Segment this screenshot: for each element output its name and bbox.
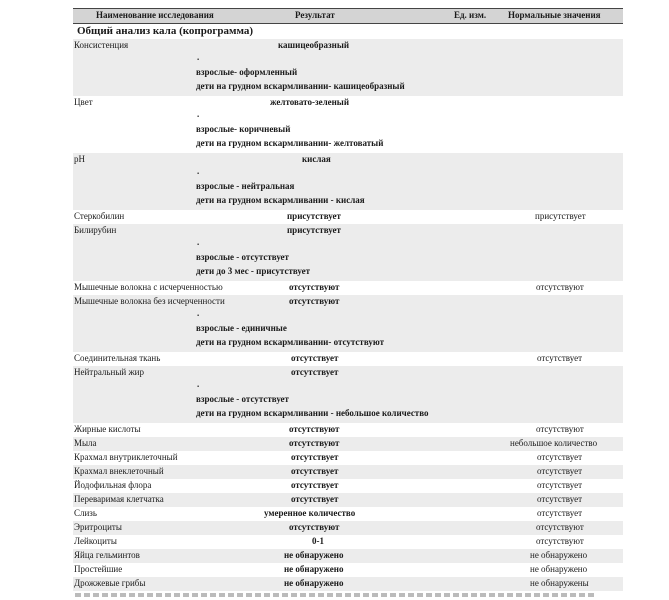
row-norm: отсутствуют <box>536 424 584 434</box>
row-note: взрослые - отсутствует <box>196 252 289 262</box>
table-header <box>73 8 623 24</box>
row-dot: . <box>197 109 200 119</box>
row-name: Цвет <box>74 97 93 107</box>
row-norm: не обнаружено <box>530 564 588 574</box>
row-result: отсутствует <box>291 367 339 377</box>
cut-off-footer <box>75 593 595 597</box>
row-name: pH <box>74 154 85 164</box>
row-note: взрослые - единичные <box>196 323 287 333</box>
row-note: дети на грудном вскармливании - кислая <box>196 195 365 205</box>
row-name: Нейтральный жир <box>74 367 144 377</box>
row-result: отсутствуют <box>289 438 340 448</box>
table-row <box>73 521 623 535</box>
row-note: взрослые - отсутствует <box>196 394 289 404</box>
row-name: Простейшие <box>74 564 123 574</box>
row-note: дети на грудном вскармливании - небольшое количество <box>196 408 429 418</box>
row-result: отсутствует <box>291 494 339 504</box>
row-result: отсутствуют <box>289 282 340 292</box>
row-name: Жирные кислоты <box>74 424 141 434</box>
row-note: взрослые- оформленный <box>196 67 298 77</box>
header-result: Результат <box>295 10 335 20</box>
row-note: дети на грудном вскармливании- кашицеобразный <box>196 81 405 91</box>
row-dot: . <box>197 166 200 176</box>
row-dot: . <box>197 237 200 247</box>
row-result: отсутствует <box>291 466 339 476</box>
row-dot: . <box>197 52 200 62</box>
header-norm: Нормальные значения <box>508 10 601 20</box>
table-row <box>73 423 623 437</box>
row-norm: отсутствуют <box>536 522 584 532</box>
table-row <box>73 352 623 366</box>
row-norm: небольшое количество <box>510 438 598 448</box>
row-name: Эритроциты <box>74 522 122 532</box>
row-result: отсутствуют <box>289 424 340 434</box>
table-row <box>73 465 623 479</box>
table-row <box>73 39 623 96</box>
row-result: отсутствуют <box>289 522 340 532</box>
table-row <box>73 281 623 295</box>
table-row <box>73 96 623 153</box>
table-row <box>73 563 623 577</box>
row-result: умеренное количество <box>264 508 356 518</box>
table-row <box>73 153 623 210</box>
row-result: кашицеобразный <box>278 40 350 50</box>
row-norm: отсутствует <box>537 466 583 476</box>
row-result: не обнаружено <box>284 564 344 574</box>
table-row <box>73 210 623 224</box>
row-result: отсутствует <box>291 480 339 490</box>
row-dot: . <box>197 308 200 318</box>
table-row <box>73 577 623 591</box>
row-result: желтовато-зеленый <box>270 97 350 107</box>
row-norm: отсутствует <box>537 480 583 490</box>
row-norm: отсутствует <box>537 353 583 363</box>
row-result: присутствует <box>287 211 341 221</box>
row-dot: . <box>197 379 200 389</box>
row-name: Дрожжевые грибы <box>74 578 146 588</box>
row-name: Йодофильная флора <box>74 480 152 490</box>
row-result: отсутствует <box>291 452 339 462</box>
row-name: Соединительная ткань <box>74 353 161 363</box>
row-name: Крахмал внеклеточный <box>74 466 164 476</box>
row-name: Мышечные волокна без исчерченности <box>74 296 225 306</box>
row-norm: отсутствует <box>537 508 583 518</box>
row-note: дети до 3 мес - присутствует <box>196 266 311 276</box>
row-result: присутствует <box>287 225 341 235</box>
header-unit: Ед. изм. <box>454 10 487 20</box>
table-row <box>73 535 623 549</box>
row-result: не обнаружено <box>284 550 344 560</box>
table-row <box>73 366 623 423</box>
header-name: Наименование исследования <box>96 10 214 20</box>
row-name: Крахмал внутриклеточный <box>74 452 178 462</box>
row-name: Билирубин <box>74 225 117 235</box>
row-norm: отсутствует <box>537 452 583 462</box>
row-name: Стеркобилин <box>74 211 125 221</box>
table-row <box>73 451 623 465</box>
table-row <box>73 479 623 493</box>
row-result: отсутствуют <box>289 296 340 306</box>
table-row <box>73 295 623 352</box>
row-norm: не обнаружено <box>530 550 588 560</box>
row-norm: присутствует <box>535 211 586 221</box>
row-norm: отсутствуют <box>536 536 584 546</box>
row-name: Мышечные волокна с исчерченностью <box>74 282 223 292</box>
table-row <box>73 437 623 451</box>
row-result: кислая <box>302 154 331 164</box>
table-row <box>73 493 623 507</box>
table-row <box>73 224 623 281</box>
row-name: Лейкоциты <box>74 536 117 546</box>
table-row <box>73 549 623 563</box>
section-title: Общий анализ кала (копрограмма) <box>73 24 623 39</box>
table-row <box>73 507 623 521</box>
row-name: Мыла <box>74 438 97 448</box>
row-result: 0-1 <box>312 536 324 546</box>
row-name: Переваримая клетчатка <box>74 494 164 504</box>
row-note: взрослые - нейтральная <box>196 181 295 191</box>
row-note: взрослые- коричневый <box>196 124 291 134</box>
row-note: дети на грудном вскармливании- желтоватый <box>196 138 384 148</box>
row-name: Слизь <box>74 508 97 518</box>
row-norm: отсутствует <box>537 494 583 504</box>
row-note: дети на грудном вскармливании- отсутствуют <box>196 337 385 347</box>
row-result: не обнаружено <box>284 578 344 588</box>
row-norm: отсутствуют <box>536 282 584 292</box>
row-name: Яйца гельминтов <box>74 550 140 560</box>
row-norm: не обнаружены <box>530 578 589 588</box>
lab-report <box>73 8 623 591</box>
row-name: Консистенция <box>74 40 129 50</box>
row-result: отсутствует <box>291 353 339 363</box>
